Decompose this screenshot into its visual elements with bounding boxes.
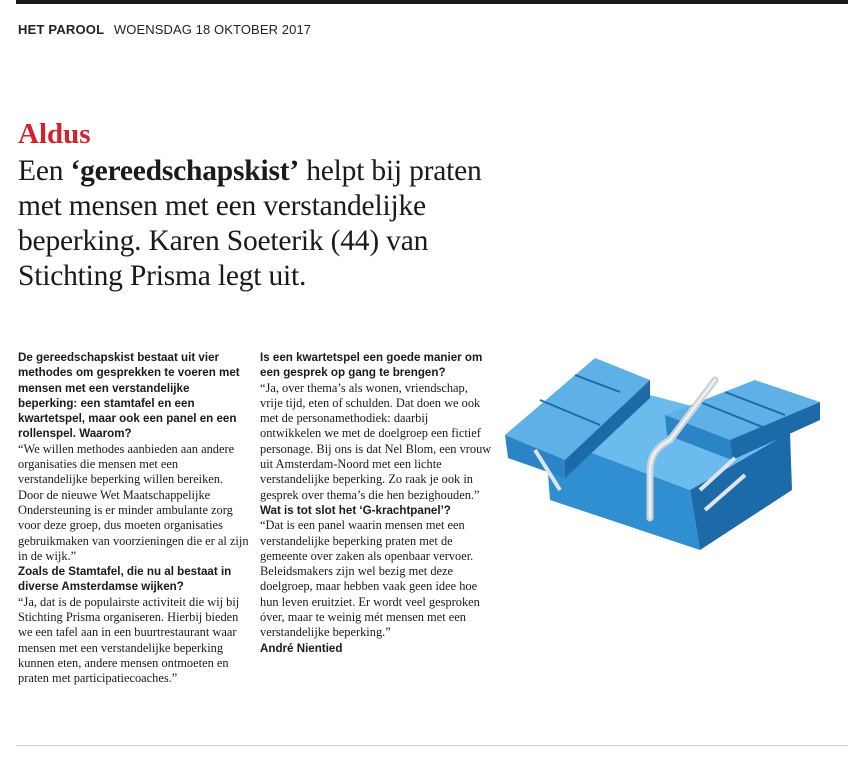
headline-pre: Een — [18, 155, 71, 187]
headline-bold: ‘gereedschapskist’ — [70, 155, 300, 187]
newspaper-name: HET PAROOL — [18, 22, 105, 37]
question-3: Is een kwartetspel een goede manier om een gesprek op gang te brengen? — [260, 351, 483, 380]
question-2: Zoals de Stamtafel, die nu al bestaat in diverse Amsterdamse wijken? — [18, 565, 232, 594]
toolbox-icon — [500, 340, 825, 550]
answer-2: “Ja, dat is de populairste activiteit die wij bij Stichting Prisma organiseren. Hierbij bieden we een tafel aan in een buurtrestaurant waar mensen met een verstandelijke beperking kunnen eten, andere mensen ontmoeten en praten met participatiecoaches.” — [18, 594, 240, 686]
publication-date: WOENSDAG 18 OKTOBER 2017 — [113, 22, 312, 37]
question-1: De gereedschapskist bestaat uit vier methodes om gesprekken te voeren met mensen met een verstandelijke beperking: een stamtafel en een kwartetspel, maar ook een panel en een rollenspel. Waarom? — [18, 351, 240, 441]
headline-post: helpt bij praten met mensen met een verstandelijke beperking. Karen Soeterik (44) van Stichting Prisma legt uit. — [18, 155, 482, 292]
answer-3: “Ja, over thema’s als wonen, vriendschap, vrije tijd, eten of schulden. Dat doen we ook met de personamethodiek: daarbij ontwikkelen we met de doelgroep een fictief personage. Bij ons is dat Nel Blom, een vrouw uit Amsterdam-Noord met een lichte verstandelijke beperking. Zo raak je ook in gesprek over thema’s die hen bezighouden.” — [260, 380, 492, 502]
article-column-1 — [18, 350, 250, 687]
question-4: Wat is tot slot het ‘G-krachtpanel’? — [260, 503, 451, 517]
answer-4: “Dat is een panel waarin mensen met een verstandelijke beperking praten met de gemeente over zaken als openbaar vervoer. Beleidsmakers zijn wel bezig met deze doelgroep, maar hebben vaak geen idee hoe hun leven eruitziet. Er wordt veel gesproken óver, maar te weinig mét mensen met een verstandelijke beperking.” — [260, 518, 480, 640]
answer-1: “We willen methodes aanbieden aan andere organisaties die mensen met een verstandelijke beperking willen bereiken. Door de nieuwe Wet Maatschappelijke Ondersteuning is er minder ambulante zorg voor deze groep, dus moeten organisaties gebruikmaken van voorzieningen die er al zijn in de wijk.” — [18, 441, 249, 563]
byline: André Nientied — [260, 641, 343, 655]
bottom-rule — [16, 745, 848, 746]
section-kicker: Aldus — [18, 118, 91, 150]
top-rule — [16, 0, 848, 4]
headline — [18, 154, 488, 294]
article-column-2 — [260, 350, 492, 656]
page-header — [18, 22, 311, 37]
